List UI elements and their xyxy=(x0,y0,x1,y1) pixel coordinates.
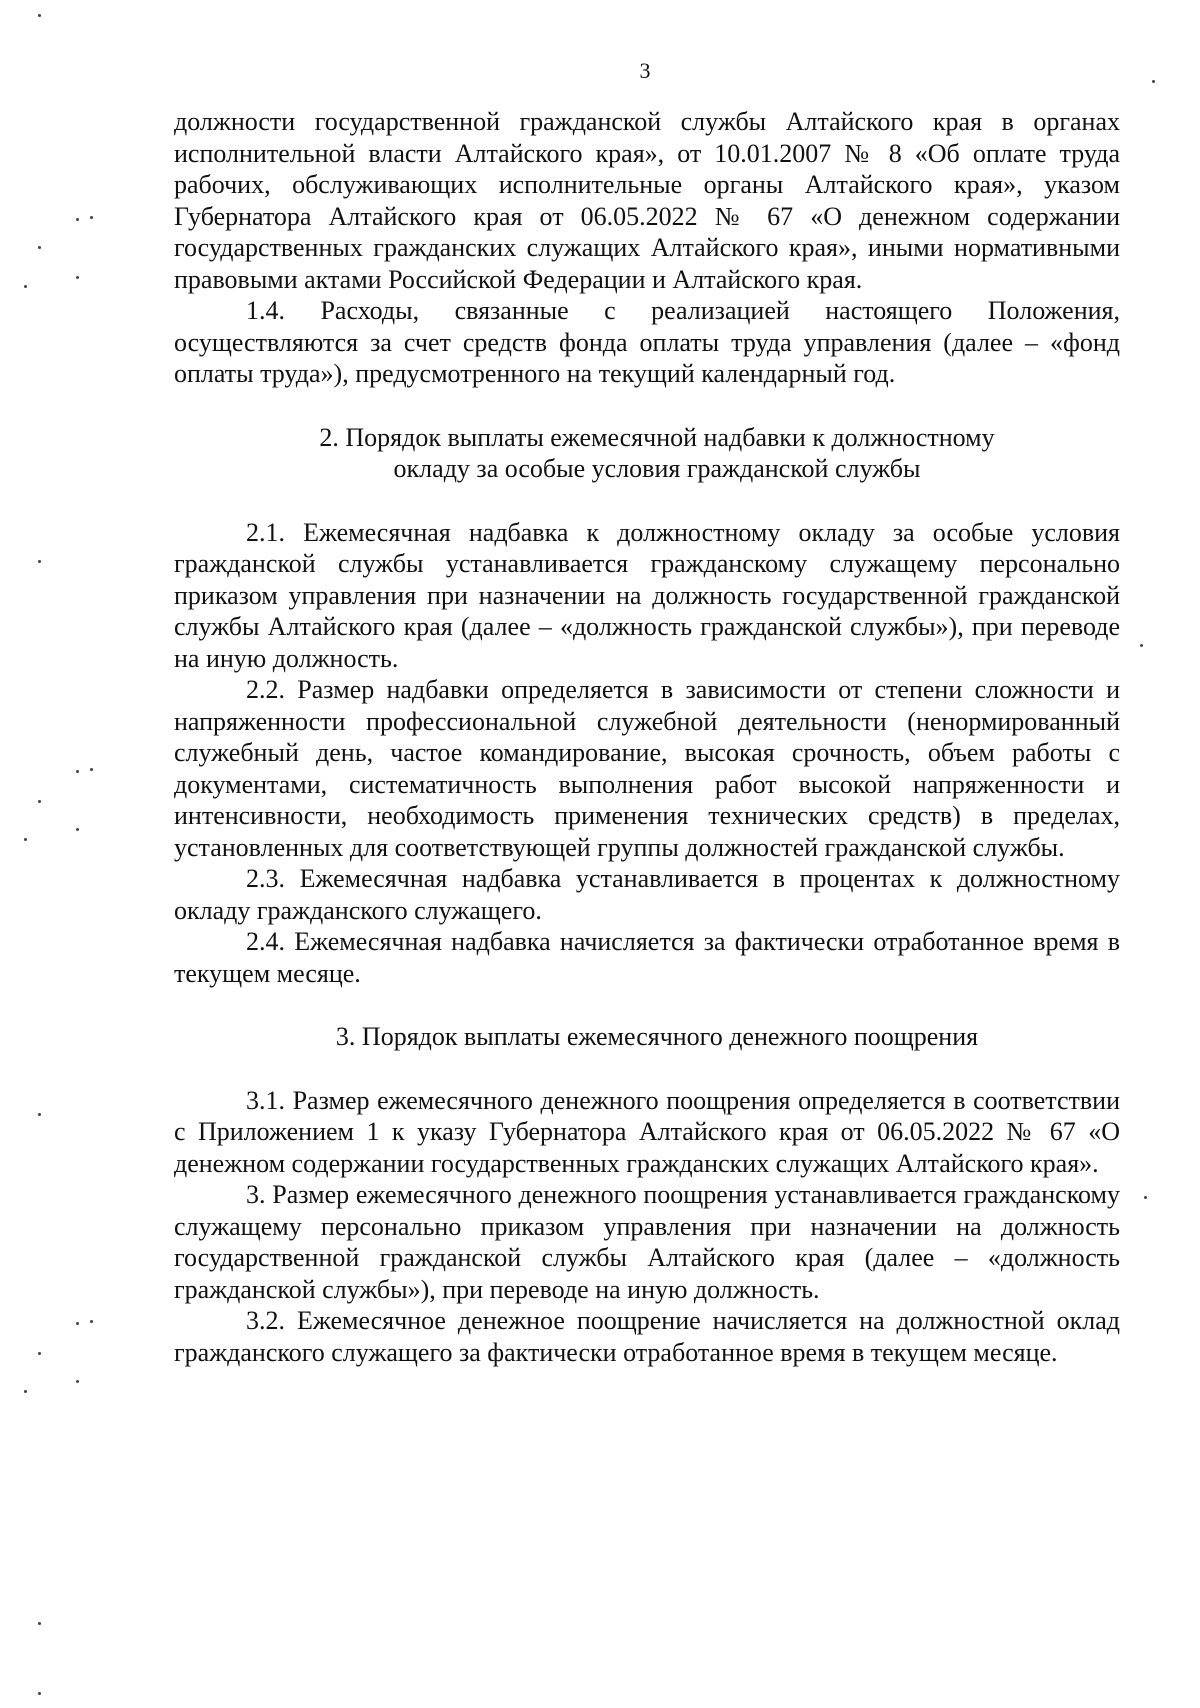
scan-speck xyxy=(76,1322,79,1325)
scan-speck xyxy=(24,838,27,841)
section-3-heading: 3. Порядок выплаты ежемесячного денежного поощрения xyxy=(335,1022,979,1051)
scan-speck xyxy=(38,1113,41,1116)
scan-speck xyxy=(38,1352,41,1355)
paragraph-3-1: 3.1. Размер ежемесячного денежного поощрения определяется в соответствии с Приложением 1 к указу Губернатора Алтайского края от 06.05.2022 № 67 «О денежном содержании государственных гражданских служащих Алтайского края». xyxy=(174,1085,1120,1178)
intro-paragraph: должности государственной гражданской службы Алтайского края в органах исполнительной власти Алтайского края», от 10.01.2007 № 8 «Об оплате труда рабочих, обслуживающих исполнительные органы Алтайского края», указом Губернатора Алтайского края от 06.05.2022 № 67 «О денежном содержании государственных гражданских служащих Алтайского края», иными нормативными правовыми актами Российской Федерации и Алтайского края. xyxy=(174,107,1120,294)
paragraph-3: 3. Размер ежемесячного денежного поощрения устанавливается гражданскому служащему персонально приказом управления при назначении на должность государственной гражданской службы Алтайского края (далее – «должность гражданской службы»), при переводе на иную должность. xyxy=(174,1180,1120,1304)
section-2-heading-line-1: 2. Порядок выплаты ежемесячной надбавки к должностному xyxy=(319,422,995,452)
scan-speck xyxy=(76,770,79,773)
paragraph-2-1: 2.1. Ежемесячная надбавка к должностному окладу за особые условия гражданской службы устанавливается гражданскому служащему персонально приказом управления при назначении на должность государственной гражданской службы Алтайского края (далее – «должность гражданской службы»), при переводе на иную должность. xyxy=(174,517,1120,673)
scan-speck xyxy=(90,216,93,219)
section-2-heading xyxy=(174,422,1120,485)
paragraph-2-2: 2.2. Размер надбавки определяется в зависимости от степени сложности и напряженности профессиональной служебной деятельности (ненормированный служебный день, частое командирование, высокая срочность, объем работы с документами, систематичность выполнения работ высокой напряженности и интенсивности, необходимость применения технических средств) в пределах, установленных для соответствующей группы должностей гражданской службы. xyxy=(174,675,1120,862)
scan-speck xyxy=(38,1692,41,1695)
scan-speck xyxy=(90,768,93,771)
scan-speck xyxy=(76,276,79,279)
scan-speck xyxy=(38,560,41,563)
scan-speck xyxy=(24,285,27,288)
document-body xyxy=(174,106,1120,1368)
scan-speck xyxy=(38,1622,41,1625)
paragraph-3-2: 3.2. Ежемесячное денежное поощрение начисляется на должностной оклад гражданского служащего за фактически отработанное время в текущем месяце. xyxy=(174,1306,1120,1367)
page-number: 3 xyxy=(639,58,651,83)
paragraph-1-4: 1.4. Расходы, связанные с реализацией настоящего Положения, осуществляются за счет средств фонда оплаты труда управления (далее – «фонд оплаты труда»), предусмотренного на текущий календарный год. xyxy=(174,296,1120,388)
section-2-heading-line-2: окладу за особые условия гражданской службы xyxy=(393,454,921,483)
scan-speck xyxy=(1140,644,1143,647)
scan-speck xyxy=(1144,1196,1147,1199)
paragraph-2-4: 2.4. Ежемесячная надбавка начисляется за фактически отработанное время в текущем месяце. xyxy=(174,927,1120,988)
scan-speck xyxy=(90,1320,93,1323)
scan-speck xyxy=(1152,80,1155,83)
scan-speck xyxy=(76,828,79,831)
scan-speck xyxy=(38,246,41,249)
paragraph-2-3: 2.3. Ежемесячная надбавка устанавливается в процентах к должностному окладу гражданского служащего. xyxy=(174,864,1120,925)
scan-speck xyxy=(38,800,41,803)
scan-speck xyxy=(76,1380,79,1383)
scan-speck xyxy=(24,1390,27,1393)
scan-speck xyxy=(76,218,79,221)
scan-speck xyxy=(38,14,41,17)
